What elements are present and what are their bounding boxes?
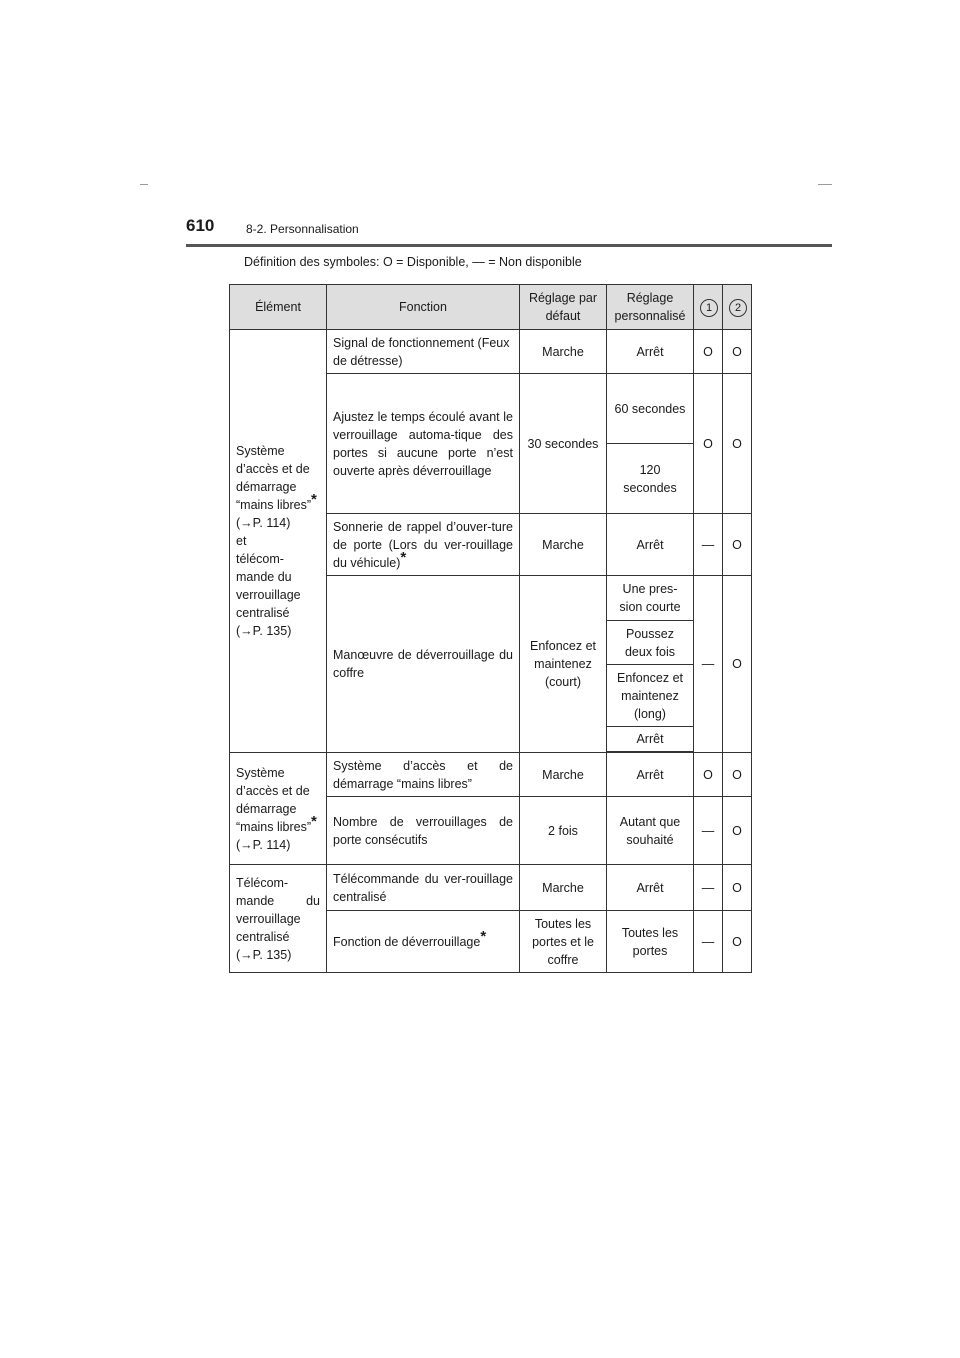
function-cell — [327, 514, 520, 576]
custom-cell: Arrêt — [607, 865, 694, 911]
crop-mark-left — [140, 184, 148, 185]
availability-1: O — [694, 330, 723, 374]
default-cell: Enfoncez et maintenez (court) — [520, 576, 607, 753]
availability-1: — — [694, 797, 723, 865]
customization-table — [229, 284, 752, 973]
default-cell: 2 fois — [520, 797, 607, 865]
function-cell: Nombre de verrouillages de porte consécutifs — [327, 797, 520, 865]
function-text: Fonction de déverrouillage — [333, 934, 481, 949]
element-name: Télécom-mande du verrouillage centralisé — [236, 875, 320, 944]
function-cell: Signal de fonctionnement (Feux de détresse) — [327, 330, 520, 374]
custom-cell: 60 secondes — [607, 374, 694, 444]
footnote-star: * — [311, 812, 317, 830]
table-row — [230, 865, 752, 911]
element-cell — [230, 865, 327, 973]
availability-1: O — [694, 374, 723, 514]
default-cell: Marche — [520, 514, 607, 576]
table-row — [230, 330, 752, 374]
custom-cell: Arrêt — [607, 330, 694, 374]
custom-cell: Enfoncez et maintenez (long) — [607, 665, 694, 727]
page-ref: (→P. 114) — [236, 516, 291, 530]
footnote-star: * — [400, 548, 407, 566]
circled-2-icon: 2 — [729, 299, 747, 317]
custom-cell: Arrêt — [607, 727, 694, 752]
custom-cell: Arrêt — [607, 514, 694, 576]
page-ref: (→P. 114) — [236, 837, 291, 852]
element-name: Système d’accès et de démarrage “mains libres” — [236, 444, 312, 512]
availability-1: O — [694, 753, 723, 797]
section-title: 8-2. Personnalisation — [246, 222, 359, 236]
header-custom: Réglage personnalisé — [607, 285, 694, 330]
circled-1-icon: 1 — [700, 299, 718, 317]
availability-1: — — [694, 576, 723, 753]
header-default: Réglage par défaut — [520, 285, 607, 330]
availability-1: — — [694, 865, 723, 911]
function-cell — [327, 911, 520, 973]
function-cell: Ajustez le temps écoulé avant le verrouillage automa-tique des portes si aucune porte n’est ouverte après déverrouillage — [327, 374, 520, 514]
footnote-star: * — [311, 490, 317, 508]
element-cell — [230, 330, 327, 753]
footnote-star: * — [480, 927, 487, 945]
crop-mark-right — [818, 184, 832, 185]
default-cell: Marche — [520, 753, 607, 797]
default-cell: Toutes les portes et le coffre — [520, 911, 607, 973]
header-function: Fonction — [327, 285, 520, 330]
availability-2: O — [723, 576, 752, 753]
function-cell: Manœuvre de déverrouillage du coffre — [327, 576, 520, 753]
availability-2: O — [723, 911, 752, 973]
availability-2: O — [723, 374, 752, 514]
page-ref: (→P. 135) — [236, 947, 292, 962]
symbol-legend: Définition des symboles: O = Disponible, — = Non disponible — [244, 255, 582, 269]
custom-cell: Toutes les portes — [607, 911, 694, 973]
function-cell: Télécommande du ver-rouillage centralisé — [327, 865, 520, 911]
table-header-row — [230, 285, 752, 330]
element-and: et — [236, 534, 247, 548]
custom-cell: Autant que souhaité — [607, 797, 694, 865]
custom-cell: Poussez deux fois — [607, 621, 694, 665]
table-row — [230, 753, 752, 797]
availability-2: O — [723, 865, 752, 911]
availability-2: O — [723, 753, 752, 797]
element-name-2: télécom-mande du verrouillage centralisé — [236, 552, 301, 620]
header-element: Élément — [230, 285, 327, 330]
custom-cell: 120 secondes — [607, 444, 694, 514]
header-rule — [186, 244, 832, 247]
availability-1: — — [694, 911, 723, 973]
function-cell: Système d’accès et de démarrage “mains libres” — [327, 753, 520, 797]
availability-1: — — [694, 514, 723, 576]
custom-cell: Arrêt — [607, 753, 694, 797]
availability-2: O — [723, 514, 752, 576]
custom-cell: Une pres-sion courte — [607, 576, 694, 621]
header-col1 — [694, 285, 723, 330]
default-cell: Marche — [520, 330, 607, 374]
availability-2: O — [723, 797, 752, 865]
header-col2 — [723, 285, 752, 330]
element-cell — [230, 753, 327, 865]
element-name: Système d’accès et de démarrage “mains libres” — [236, 765, 312, 834]
availability-2: O — [723, 330, 752, 374]
function-text: Sonnerie de rappel d’ouver-ture de porte (Lors du ver-rouillage du véhicule) — [333, 519, 513, 570]
page-number: 610 — [186, 216, 215, 235]
default-cell: 30 secondes — [520, 374, 607, 514]
page-ref-2: (→P. 135) — [236, 624, 292, 638]
default-cell: Marche — [520, 865, 607, 911]
